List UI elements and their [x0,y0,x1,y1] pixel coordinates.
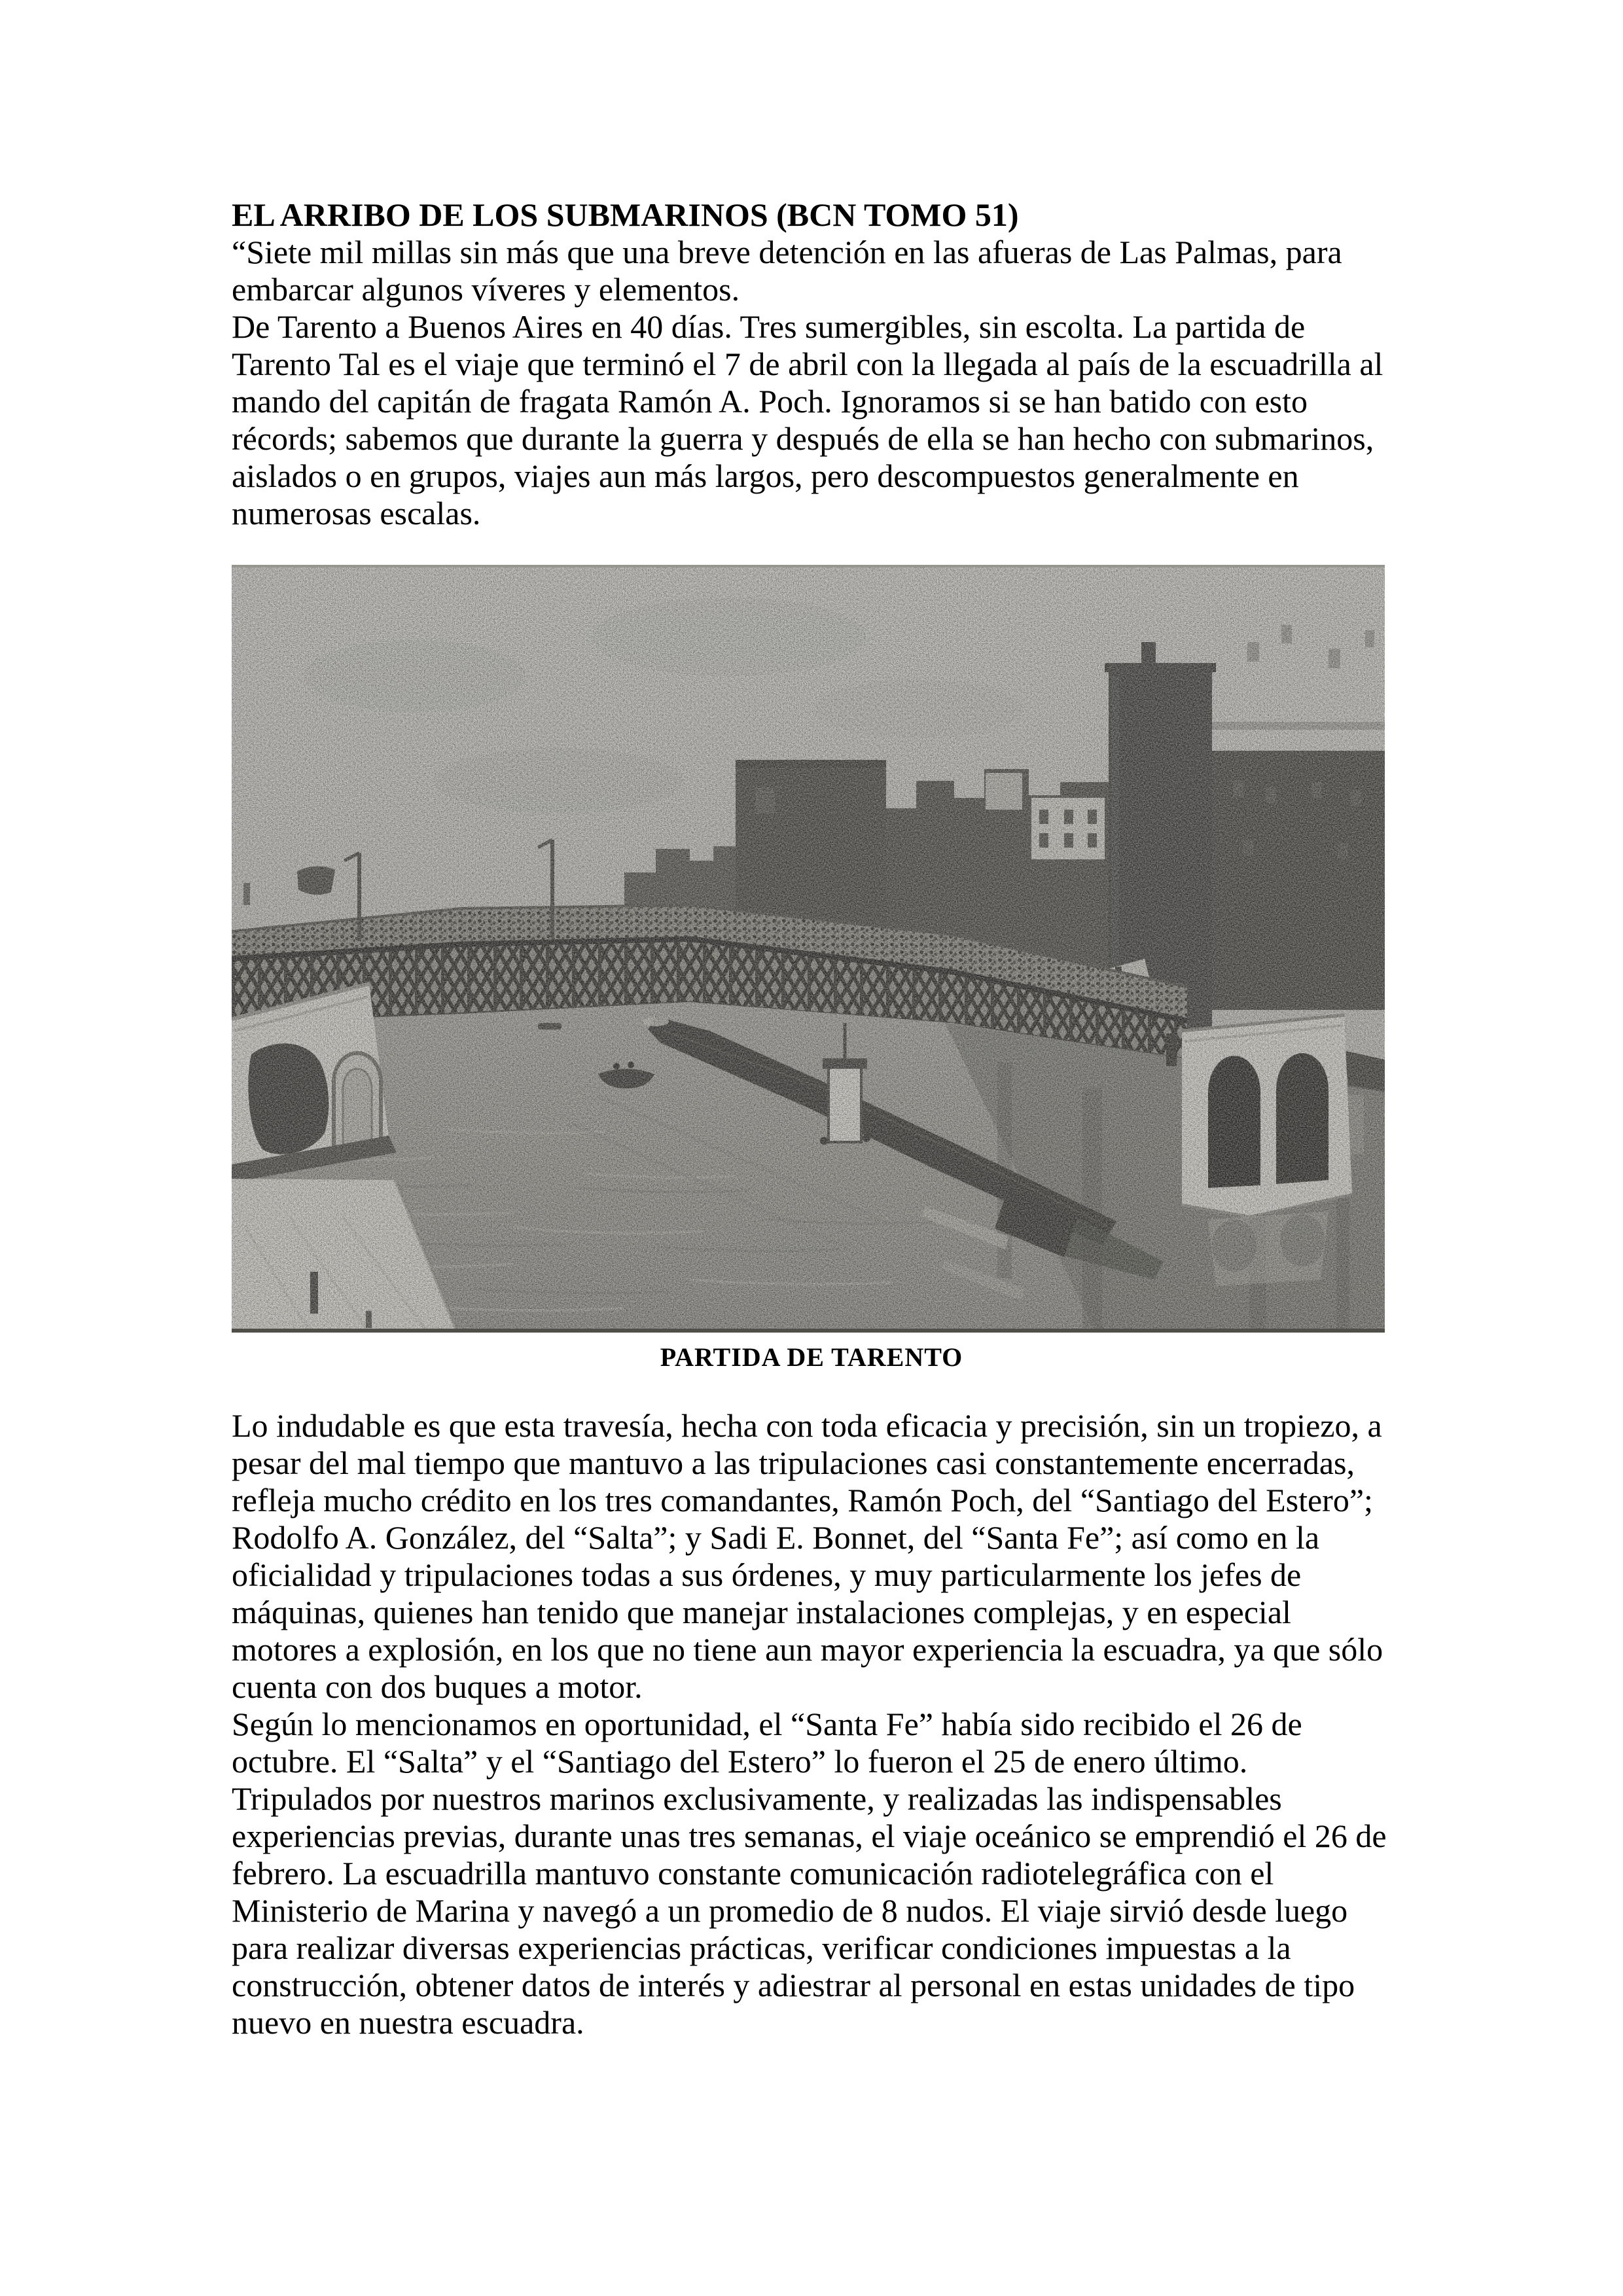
photo-caption: PARTIDA DE TARENTO [660,1342,963,1372]
paragraph-4: Según lo mencionamos en oportunidad, el “Santa Fe” había sido recibido el 26 de octubre. El “Salta” y el “Santiago del Estero” lo fueron el 25 de enero último. [232,1706,1302,1780]
paragraph-1: “Siete mil millas sin más que una breve detención en las afueras de Las Palmas, para embarcar algunos víveres y elementos. [232,234,1342,308]
paragraph-2: De Tarento a Buenos Aires en 40 días. Tres sumergibles, sin escolta. La partida de Tarento Tal es el viaje que terminó el 7 de abril con la llegada al país de la escuadrilla al mando del capitán de fragata Ramón A. Poch. Ignoramos si se han batido con esto récords; sabemos que durante la guerra y después de ella se han hecho con submarinos, aislados o en grupos, viajes aun más largos, pero descompuestos generalmente en numerosas escalas. [232,308,1383,531]
photo-figure [232,565,1391,1373]
article-title: EL ARRIBO DE LOS SUBMARINOS (BCN TOMO 51) [232,196,1019,233]
photo-illustration [232,565,1385,1333]
historical-photo-taranto-departure [232,565,1385,1333]
photo-texture [232,565,1385,1333]
article-body [232,196,1391,2041]
paragraph-5: Tripulados por nuestros marinos exclusivamente, y realizadas las indispensables experiencias previas, durante unas tres semanas, el viaje oceánico se emprendió el 26 de febrero. La escuadrilla mantuvo constante comunicación radiotelegráfica con el Ministerio de Marina y navegó a un promedio de 8 nudos. El viaje sirvió desde luego para realizar diversas experiencias prácticas, verificar condiciones impuestas a la construcción, obtener datos de interés y adiestrar al personal en estas unidades de tipo nuevo en nuestra escuadra. [232,1780,1387,2041]
paragraph-3: Lo indudable es que esta travesía, hecha con toda eficacia y precisión, sin un tropiezo, a pesar del mal tiempo que mantuvo a las tripulaciones casi constantemente encerradas, refleja mucho crédito en los tres comandantes, Ramón Poch, del “Santiago del Estero”; Rodolfo A. González, del “Salta”; y Sadi E. Bonnet, del “Santa Fe”; así como en la oficialidad y tripulaciones todas a sus órdenes, y muy particularmente los jefes de máquinas, quienes han tenido que manejar instalaciones complejas, y en especial motores a explosión, en los que no tiene aun mayor experiencia la escuadra, ya que sólo cuenta con dos buques a motor. [232,1407,1383,1705]
